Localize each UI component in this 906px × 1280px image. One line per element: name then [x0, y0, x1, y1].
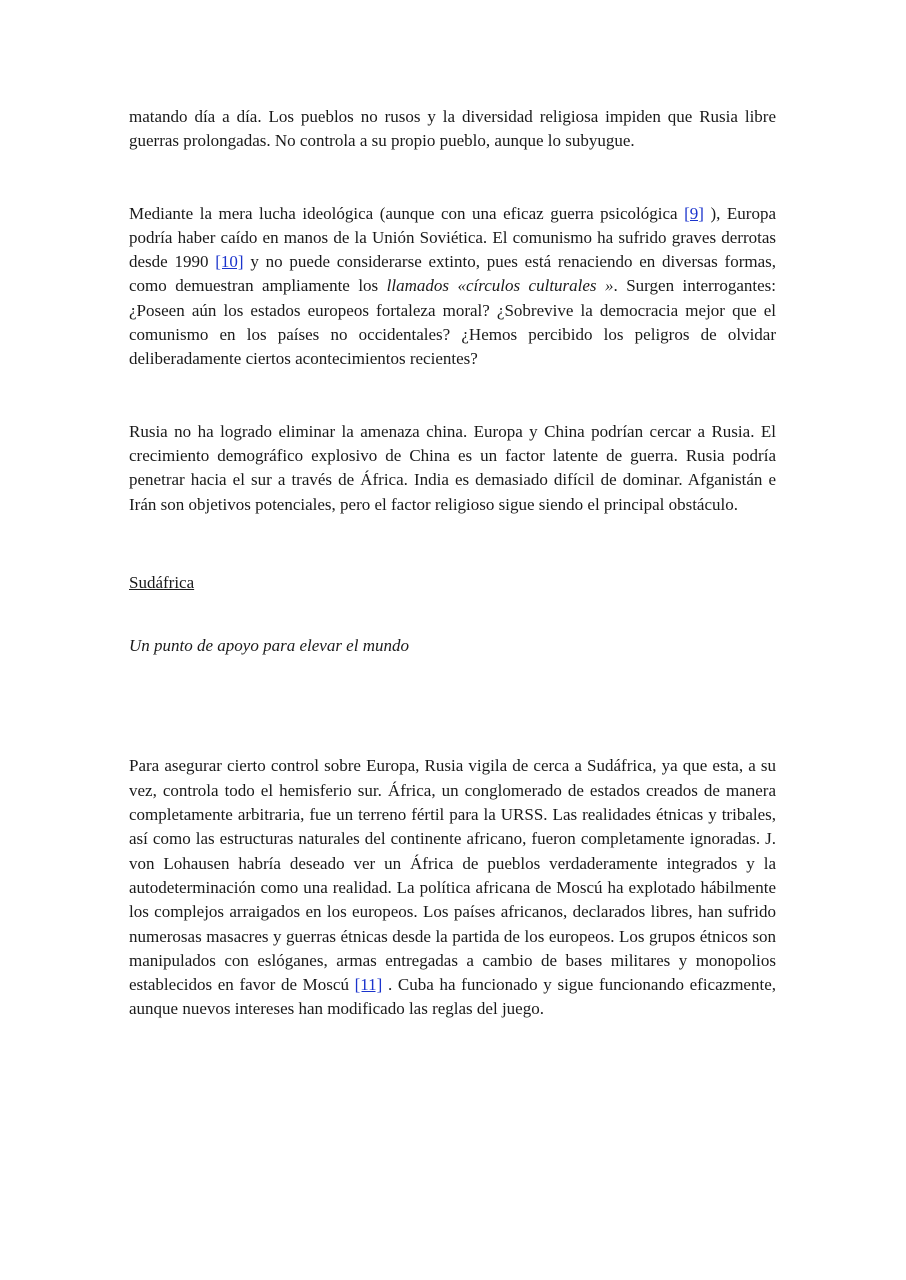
- section-subtitle: Un punto de apoyo para elevar el mundo: [129, 636, 409, 656]
- footnote-link-11[interactable]: [11]: [354, 975, 383, 995]
- paragraph-text: . Cuba ha funcionado y sigue funcionando eficazmente, aunque nuevos intereses han modificado las reglas del juego.: [129, 975, 776, 1019]
- footnote-link-10[interactable]: [10]: [215, 252, 244, 272]
- paragraph-text: Mediante la mera lucha ideológica (aunque con una eficaz guerra psicológica: [129, 203, 685, 223]
- section-heading: Sudáfrica: [129, 572, 195, 592]
- document-page: [129, 105, 776, 1022]
- paragraph: Rusia no ha logrado eliminar la amenaza china. Europa y China podrían cercar a Rusia. El crecimiento demográfico explosivo de China es un factor latente de guerra. Rusia podría penetrar hacia el sur a través de África. India es demasiado difícil de dominar. Afganistán e Irán son objetivos potenciales, pero el factor religioso sigue siendo el principal obstáculo.: [129, 421, 776, 514]
- footnote-link-9[interactable]: [9]: [684, 203, 704, 223]
- paragraph-text: y no puede considerarse extinto, pues está renaciendo en diversas formas, como demuestran ampliamente los: [129, 252, 776, 296]
- paragraph-text: Para asegurar cierto control sobre Europa, Rusia vigila de cerca a Sudáfrica, ya que esta, a su vez, controla todo el hemisferio sur. África, un conglomerado de estados creados de manera completamente arbitraria, fue un terreno fértil para la URSS. Las realidades étnicas y tribales, así como las estructuras naturales del continente africano, fueron completamente ignoradas. J. von Lohausen habría deseado ver un África de pueblos verdaderamente integrados y la autodeterminación como una realidad. La política africana de Moscú ha explotado hábilmente los complejos arraigados en los europeos. Los países africanos, declarados libres, han sufrido numerosas masacres y guerras étnicas desde la partida de los europeos. Los grupos étnicos son manipulados con eslóganes, armas entregadas a cambio de bases militares y monopolios establecidos en favor de Moscú: [129, 756, 776, 995]
- paragraph: [129, 202, 776, 372]
- italic-phrase: llamados «círculos culturales »: [386, 276, 614, 296]
- paragraph-text: . Surgen interrogantes: ¿Poseen aún los estados europeos fortaleza moral? ¿Sobrevive la democracia mejor que el comunismo en los países no occidentales? ¿Hemos percibido los peligros de olvidar deliberadamente ciertos acontecimientos recientes?: [129, 276, 777, 369]
- paragraph-text: ), Europa podría haber caído en manos de la Unión Soviética. El comunismo ha sufrido graves derrotas desde 1990: [129, 203, 776, 272]
- paragraph: matando día a día. Los pueblos no rusos y la diversidad religiosa impiden que Rusia libre guerras prolongadas. No controla a su propio pueblo, aunque lo subyugue.: [129, 107, 776, 151]
- paragraph: [129, 754, 776, 1021]
